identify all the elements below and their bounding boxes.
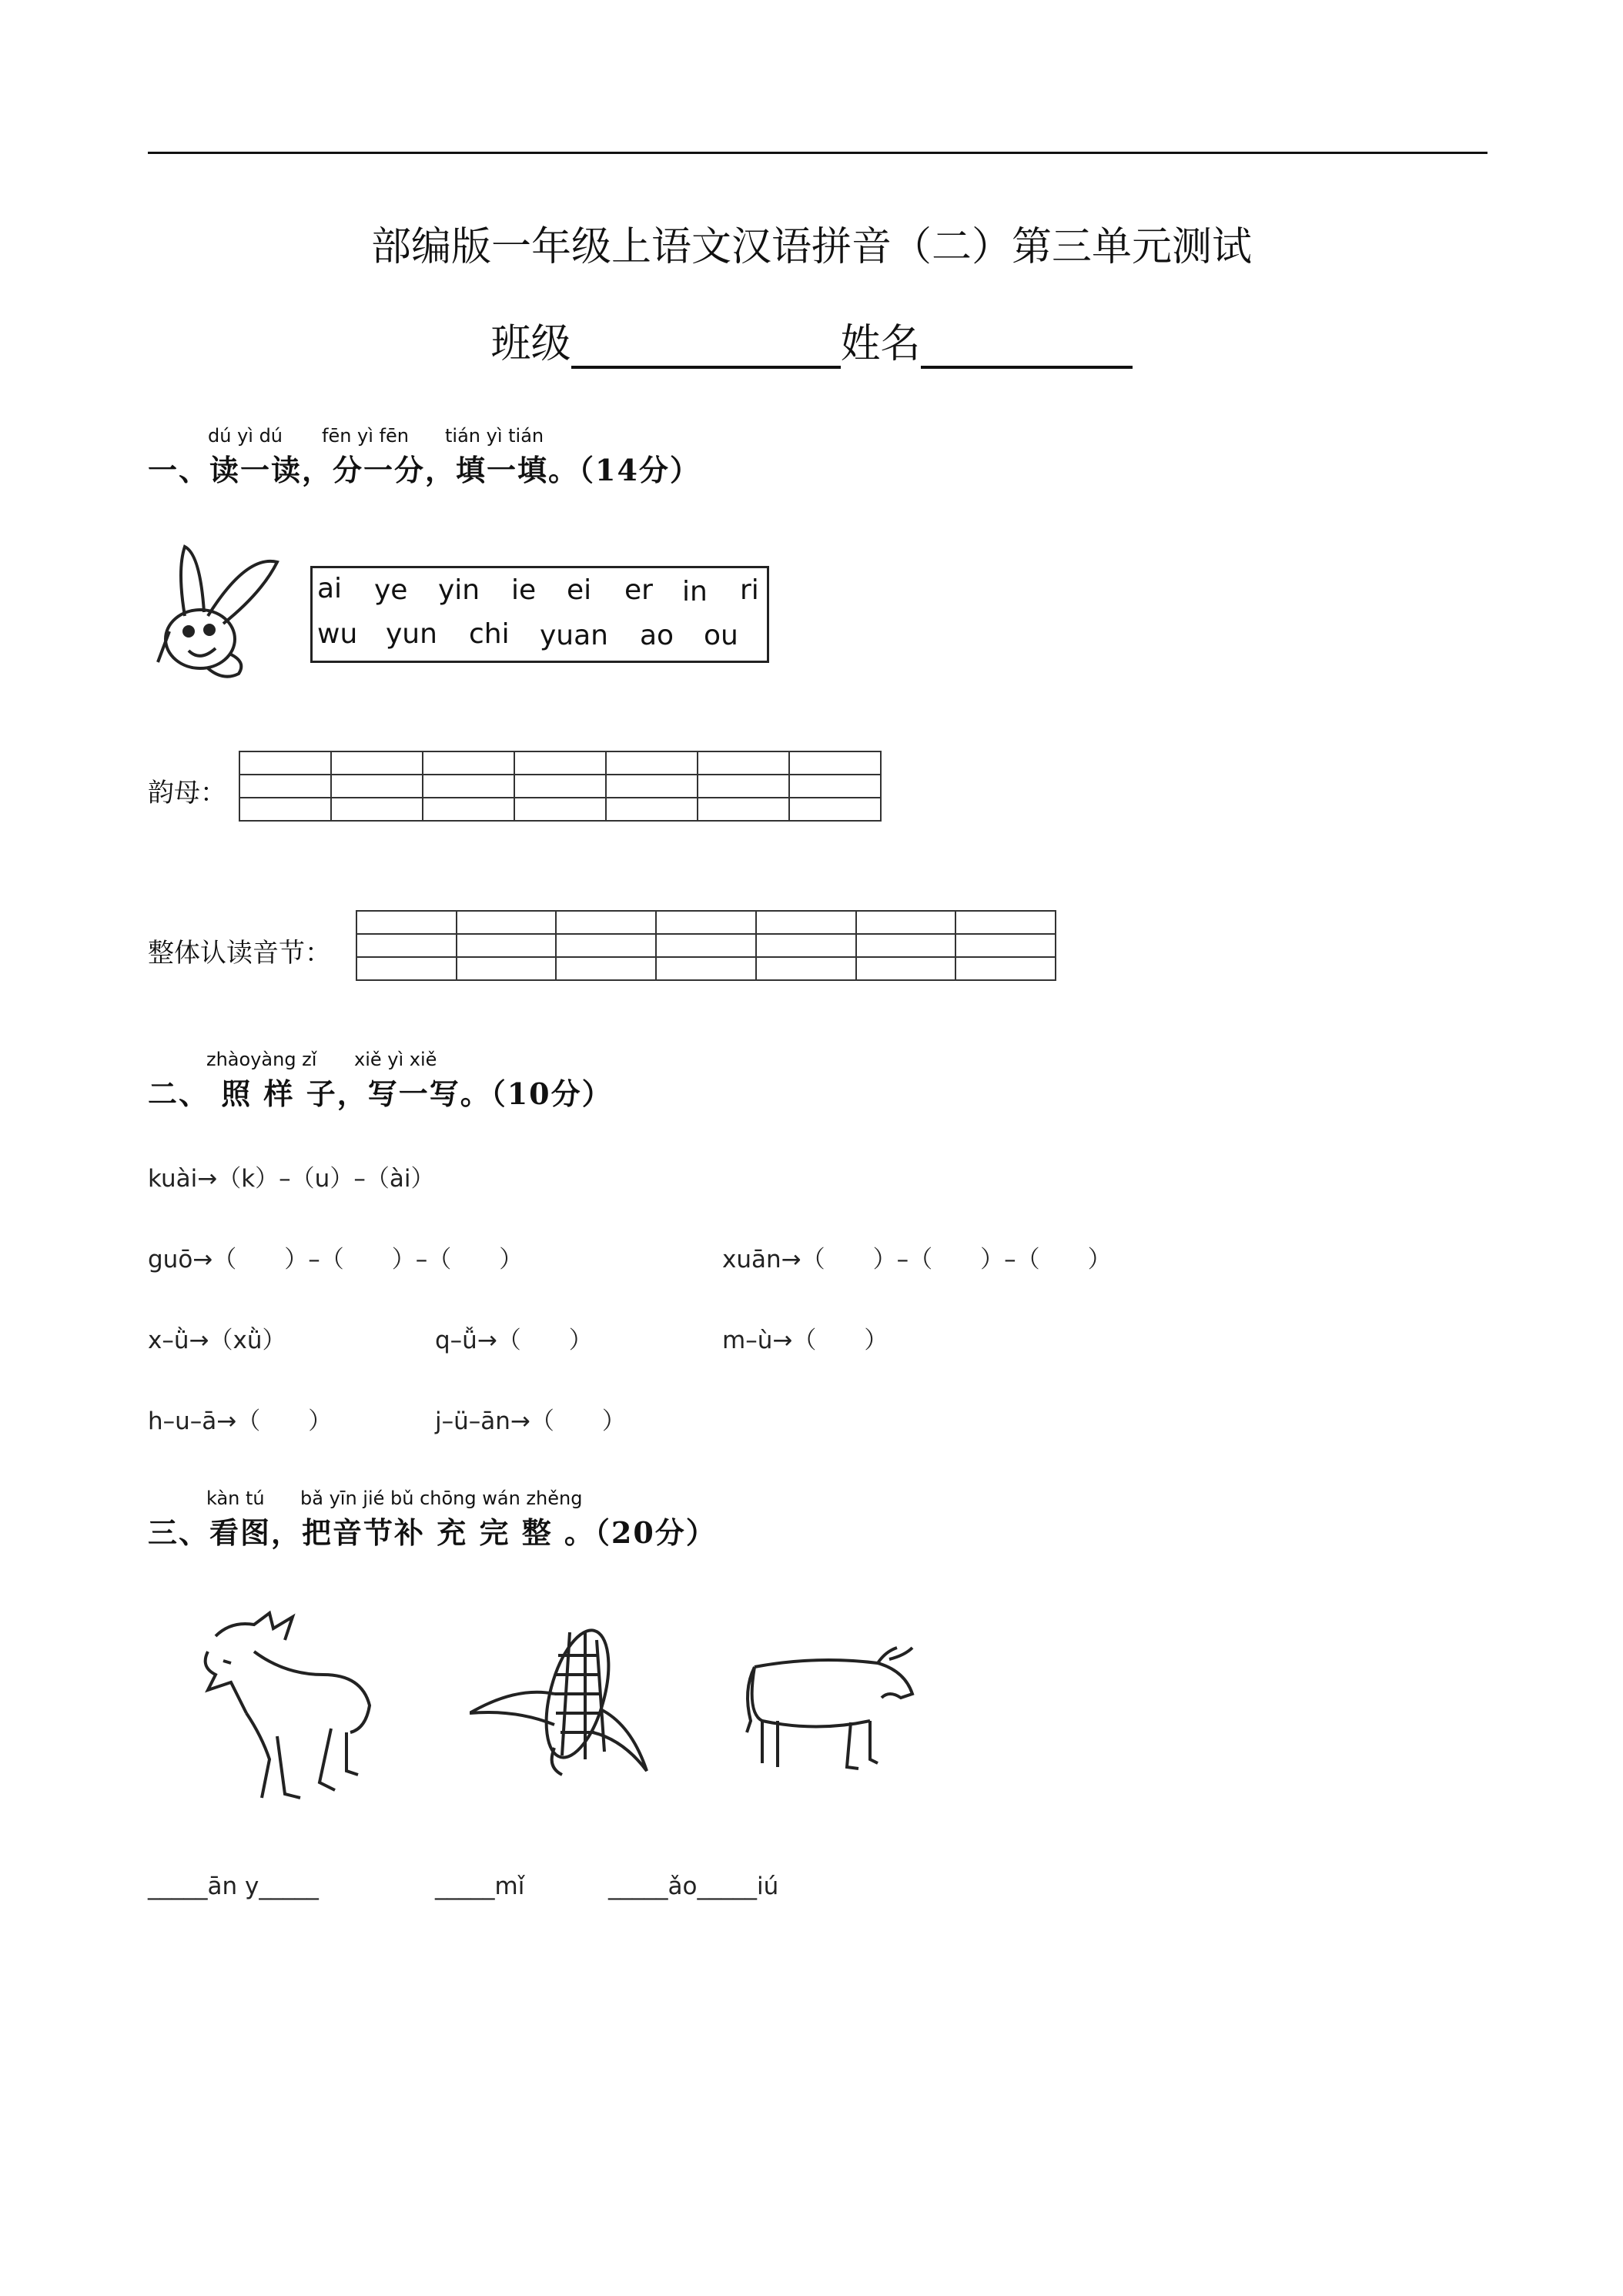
section1-pinyin-2: fēn yì fēn — [322, 425, 409, 447]
answer-goat[interactable]: _____ān y_____ — [148, 1873, 319, 1900]
exercise-juan: j–ü–ān→（ ） — [435, 1407, 626, 1435]
section3-pinyin-2: bǎ yīn jié bǔ chōng wán zhěng — [300, 1488, 583, 1509]
section3-pinyin-1: kàn tú — [206, 1488, 265, 1509]
class-name-line — [0, 311, 1623, 369]
syllable-chi: chi — [469, 618, 510, 650]
syllable-ou: ou — [704, 620, 738, 651]
syllable-in: in — [682, 576, 708, 607]
answer-corn[interactable]: _____mǐ — [435, 1873, 525, 1900]
answer-ox[interactable]: _____ǎo_____iú — [608, 1873, 779, 1900]
exercise-xuan: xuān→（ ）–（ ）–（ ） — [722, 1246, 1112, 1274]
name-label: 姓名 — [840, 321, 921, 367]
name-blank[interactable] — [921, 327, 1133, 369]
syllable-ai: ai — [317, 573, 343, 604]
corn-icon — [470, 1625, 654, 1779]
class-blank[interactable] — [571, 327, 841, 369]
whole-syllables-label: 整体认读音节： — [148, 938, 331, 969]
exercise-guo: guō→（ ）–（ ）–（ ） — [148, 1246, 524, 1274]
exercise-hua: h–u–ā→（ ） — [148, 1407, 333, 1435]
syllable-yuan: yuan — [540, 620, 608, 651]
finals-grid[interactable] — [239, 751, 882, 822]
syllable-wu: wu — [317, 618, 358, 650]
section3-heading: 三、看图，把音节补 充 完 整 。（20分） — [148, 1515, 717, 1550]
syllable-er: er — [624, 574, 653, 606]
ox-icon — [739, 1636, 924, 1775]
syllable-ei: ei — [567, 574, 592, 606]
finals-label: 韵母： — [148, 778, 226, 808]
section2-pinyin-2: xiě yì xiě — [354, 1049, 437, 1070]
section2-pinyin-1: zhàoyàng zǐ — [206, 1049, 317, 1070]
top-rule — [148, 152, 1487, 154]
syllable-yun: yun — [386, 618, 437, 650]
page-title: 部编版一年级上语文汉语拼音（二）第三单元测试 — [370, 224, 1252, 270]
example-kuai: kuài→（k）–（u）–（ài） — [148, 1165, 435, 1193]
section1-pinyin-1: dú yì dú — [208, 425, 283, 447]
syllable-ie: ie — [511, 574, 537, 606]
syllable-yin: yin — [438, 574, 480, 606]
section1-heading: 一、读一读，分一分，填一填。（14分） — [148, 453, 701, 487]
exercise-qu: q–ǚ→（ ） — [435, 1327, 593, 1354]
class-label: 班级 — [490, 321, 571, 367]
section1-pinyin-3: tián yì tián — [445, 425, 544, 447]
syllable-ri: ri — [740, 574, 759, 606]
section2-heading: 二、 照 样 子，写一写。（10分） — [148, 1076, 613, 1111]
goat-icon — [185, 1605, 385, 1806]
rabbit-icon — [154, 539, 285, 685]
syllable-box — [310, 566, 769, 663]
exercise-mu: m–ù→（ ） — [722, 1327, 888, 1354]
syllable-ye: ye — [374, 574, 408, 606]
whole-syllables-grid[interactable] — [356, 910, 1056, 981]
example-xu: x–ǜ→（xǜ） — [148, 1327, 286, 1354]
syllable-ao: ao — [640, 620, 674, 651]
